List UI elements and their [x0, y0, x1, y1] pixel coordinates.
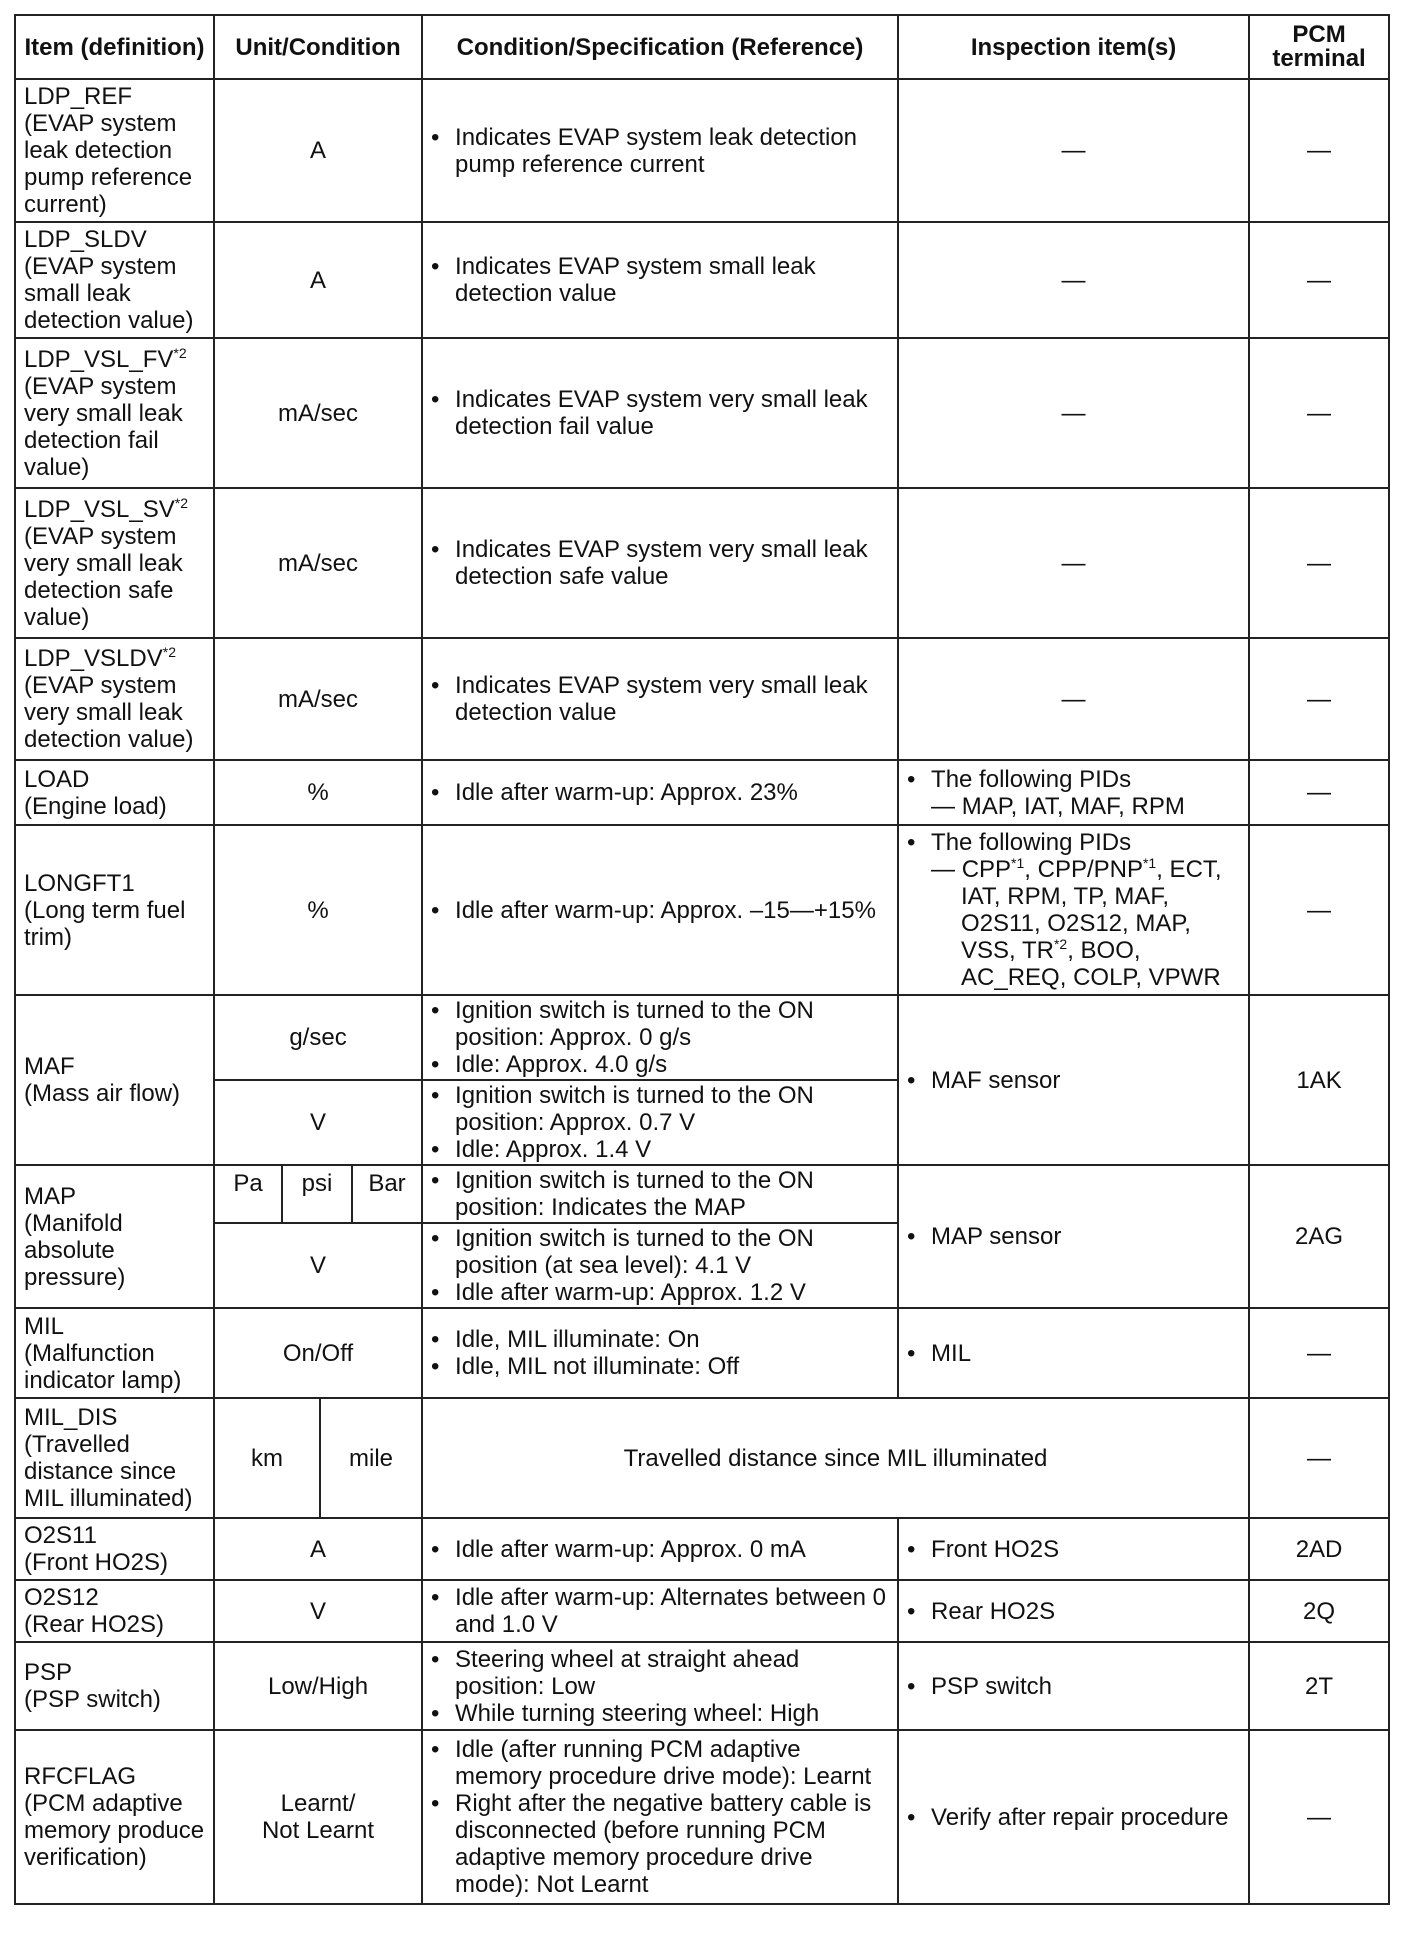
item-description: (EVAP system very small leak detection safe value)	[24, 522, 183, 631]
list-item: • Indicates EVAP system very small leak detection safe value	[455, 536, 891, 590]
pcm-o2s11: 2AD	[1249, 1518, 1389, 1580]
unit-ldp-vsl-sv: mA/sec	[214, 488, 422, 638]
insp-text: , ECT,	[1156, 856, 1222, 883]
item-longft1: LONGFT1 (Long term fuel trim)	[15, 825, 214, 995]
item-load: LOAD (Engine load)	[15, 760, 214, 825]
insp-line: The following PIDs	[931, 765, 1132, 793]
unit-map-pa: Pa	[214, 1165, 282, 1223]
pcm-maf: 1AK	[1249, 995, 1389, 1165]
item-o2s12: O2S12 (Rear HO2S)	[15, 1580, 214, 1642]
footnote-mark: *2	[173, 344, 187, 361]
pcm-ldp-vsl-fv: —	[1249, 338, 1389, 488]
list-item	[931, 766, 1242, 820]
table-row	[15, 825, 1389, 995]
inspection-psp	[898, 1642, 1249, 1730]
insp-line: AC_REQ, COLP, VPWR	[961, 964, 1221, 991]
spec-maf-gsec	[422, 995, 898, 1080]
item-description: (EVAP system very small leak detection value)	[24, 672, 194, 753]
list-item: • Idle after warm-up: Approx. 0 mA	[455, 1536, 891, 1563]
unit-longft1: %	[214, 825, 422, 995]
spec-maf-v	[422, 1080, 898, 1165]
item-ldp-sldv: LDP_SLDV (EVAP system small leak detection value)	[15, 222, 214, 338]
pcm-ldp-vsldv: —	[1249, 638, 1389, 760]
list-item: • Idle, MIL not illuminate: Off	[455, 1353, 891, 1380]
header-unit: Unit/Condition	[214, 15, 422, 79]
item-mil: MIL (Malfunction indicator lamp)	[15, 1308, 214, 1398]
item-mil-dis: MIL_DIS (Travelled distance since MIL illuminated)	[15, 1398, 214, 1518]
header-spec: Condition/Specification (Reference)	[422, 15, 898, 79]
list-item: • Steering wheel at straight ahead position: Low	[455, 1646, 891, 1700]
spec-map-pressure	[422, 1165, 898, 1223]
table-row	[15, 1398, 1389, 1518]
item-psp: PSP (PSP switch)	[15, 1642, 214, 1730]
list-item: • Ignition switch is turned to the ON position (at sea level): 4.1 V	[455, 1225, 891, 1279]
list-item: • Idle after warm-up: Approx. 23%	[455, 779, 891, 806]
unit-rfcflag: Learnt/ Not Learnt	[214, 1730, 422, 1904]
spec-mil	[422, 1308, 898, 1398]
table-row	[15, 638, 1389, 760]
header-pcm-line1: PCM	[1292, 21, 1346, 48]
inspection-ldp-vsl-fv: —	[898, 338, 1249, 488]
unit-load: %	[214, 760, 422, 825]
list-item: • Idle after warm-up: Alternates between 0 and 1.0 V	[455, 1584, 891, 1638]
inspection-rfcflag	[898, 1730, 1249, 1904]
pcm-longft1: —	[1249, 825, 1389, 995]
pid-spec-table	[14, 14, 1390, 1905]
spec-table-page	[14, 14, 1388, 1905]
spec-map-v	[422, 1223, 898, 1308]
insp-text: , CPP/PNP	[1024, 856, 1143, 883]
insp-line: O2S11, O2S12, MAP,	[961, 910, 1191, 937]
inspection-mil	[898, 1308, 1249, 1398]
table-row	[15, 1642, 1389, 1730]
pcm-rfcflag: —	[1249, 1730, 1389, 1904]
unit-mil-dis-km: km	[215, 1399, 321, 1517]
header-pcm	[1249, 15, 1389, 79]
inspection-ldp-vsl-sv: —	[898, 488, 1249, 638]
list-item: • Verify after repair procedure	[931, 1804, 1242, 1831]
unit-o2s12: V	[214, 1580, 422, 1642]
footnote-mark: *1	[1011, 855, 1025, 871]
unit-mil-dis-mile: mile	[349, 1444, 394, 1472]
item-name: LDP_VSL_SV	[24, 495, 175, 523]
spec-psp	[422, 1642, 898, 1730]
unit-ldp-vsldv: mA/sec	[214, 638, 422, 760]
footnote-mark: *2	[1053, 936, 1068, 952]
insp-text: , BOO,	[1067, 937, 1141, 964]
spec-rfcflag	[422, 1730, 898, 1904]
inspection-o2s11	[898, 1518, 1249, 1580]
insp-line: — MAP, IAT, MAF, RPM	[931, 792, 1185, 820]
footnote-mark: *1	[1142, 855, 1157, 871]
header-pcm-line2: terminal	[1272, 45, 1366, 72]
inspection-ldp-ref: —	[898, 79, 1249, 222]
list-item: • Idle (after running PCM adaptive memory procedure drive mode): Learnt	[455, 1736, 891, 1790]
spec-load	[422, 760, 898, 825]
spec-ldp-ref	[422, 79, 898, 222]
item-name: LDP_VSL_FV	[24, 345, 174, 373]
unit-o2s11: A	[214, 1518, 422, 1580]
list-item: • Idle, MIL illuminate: On	[455, 1326, 891, 1353]
spec-ldp-vsl-sv	[422, 488, 898, 638]
item-ldp-vsl-sv	[15, 488, 214, 638]
header-inspection: Inspection item(s)	[898, 15, 1249, 79]
item-description: (EVAP system very small leak detection fail value)	[24, 372, 183, 481]
inspection-longft1	[898, 825, 1249, 995]
spec-o2s12	[422, 1580, 898, 1642]
list-item: • Idle after warm-up: Approx. 1.2 V	[455, 1279, 891, 1306]
inspection-load	[898, 760, 1249, 825]
header-row	[15, 15, 1389, 79]
list-item: • While turning steering wheel: High	[455, 1700, 891, 1727]
unit-mil-dis	[214, 1398, 422, 1518]
spec-ldp-vsl-fv	[422, 338, 898, 488]
table-row	[15, 222, 1389, 338]
insp-line: IAT, RPM, TP, MAF,	[961, 883, 1170, 910]
item-o2s11: O2S11 (Front HO2S)	[15, 1518, 214, 1580]
unit-ldp-vsl-fv: mA/sec	[214, 338, 422, 488]
pcm-psp: 2T	[1249, 1642, 1389, 1730]
spec-mil-dis: Travelled distance since MIL illuminated	[422, 1398, 1249, 1518]
table-row	[15, 488, 1389, 638]
list-item: • Rear HO2S	[931, 1598, 1242, 1625]
unit-map-psi: psi	[282, 1165, 352, 1223]
table-row	[15, 1518, 1389, 1580]
pcm-mil: —	[1249, 1308, 1389, 1398]
inspection-maf	[898, 995, 1249, 1165]
footnote-mark: *2	[174, 494, 188, 511]
list-item: • MAP sensor	[931, 1223, 1242, 1250]
table-row	[15, 79, 1389, 222]
pcm-ldp-vsl-sv: —	[1249, 488, 1389, 638]
header-item: Item (definition)	[15, 15, 214, 79]
item-map: MAP (Manifold absolute pressure)	[15, 1165, 214, 1308]
list-item: • Ignition switch is turned to the ON position: Approx. 0 g/s	[455, 997, 891, 1051]
list-item: • Idle: Approx. 4.0 g/s	[455, 1051, 891, 1078]
pcm-load: —	[1249, 760, 1389, 825]
spec-longft1	[422, 825, 898, 995]
item-rfcflag: RFCFLAG (PCM adaptive memory produce verification)	[15, 1730, 214, 1904]
inspection-ldp-vsldv: —	[898, 638, 1249, 760]
list-item: • Ignition switch is turned to the ON position: Approx. 0.7 V	[455, 1082, 891, 1136]
table-row	[15, 1308, 1389, 1398]
inspection-ldp-sldv: —	[898, 222, 1249, 338]
list-item: • MIL	[931, 1340, 1242, 1367]
unit-map-bar: Bar	[352, 1165, 422, 1223]
item-maf: MAF (Mass air flow)	[15, 995, 214, 1165]
item-ldp-ref: LDP_REF (EVAP system leak detection pump reference current)	[15, 79, 214, 222]
table-row	[15, 1730, 1389, 1904]
list-item: • Ignition switch is turned to the ON position: Indicates the MAP	[455, 1167, 891, 1221]
list-item: • Front HO2S	[931, 1536, 1242, 1563]
unit-mil: On/Off	[214, 1308, 422, 1398]
item-ldp-vsldv	[15, 638, 214, 760]
spec-o2s11	[422, 1518, 898, 1580]
list-item: • Idle: Approx. 1.4 V	[455, 1136, 891, 1163]
table-row	[15, 760, 1389, 825]
list-item: • Indicates EVAP system small leak detection value	[455, 253, 891, 307]
spec-ldp-sldv	[422, 222, 898, 338]
list-item: • Indicates EVAP system leak detection pump reference current	[455, 124, 891, 178]
inspection-map	[898, 1165, 1249, 1308]
list-item: • MAF sensor	[931, 1067, 1242, 1094]
item-name: LDP_VSLDV	[24, 645, 163, 672]
unit-maf-v: V	[214, 1080, 422, 1165]
pcm-mil-dis: —	[1249, 1398, 1389, 1518]
pcm-map: 2AG	[1249, 1165, 1389, 1308]
insp-text: VSS, TR	[961, 937, 1054, 964]
list-item: • Idle after warm-up: Approx. –15—+15%	[455, 897, 891, 924]
insp-line: The following PIDs	[931, 829, 1132, 856]
insp-text: — CPP	[931, 856, 1012, 883]
table-row	[15, 995, 1389, 1080]
footnote-mark: *2	[162, 644, 176, 660]
list-item: • PSP switch	[931, 1673, 1242, 1700]
unit-ldp-sldv: A	[214, 222, 422, 338]
table-row	[15, 1580, 1389, 1642]
spec-ldp-vsldv	[422, 638, 898, 760]
list-item	[931, 829, 1242, 991]
unit-ldp-ref: A	[214, 79, 422, 222]
inspection-o2s12	[898, 1580, 1249, 1642]
unit-map-v: V	[214, 1223, 422, 1308]
item-ldp-vsl-fv	[15, 338, 214, 488]
list-item: • Indicates EVAP system very small leak detection value	[455, 672, 891, 726]
table-row	[15, 338, 1389, 488]
list-item: • Right after the negative battery cable is disconnected (before running PCM adaptive memory procedure drive mode): Not Learnt	[455, 1790, 891, 1898]
pcm-o2s12: 2Q	[1249, 1580, 1389, 1642]
pcm-ldp-sldv: —	[1249, 222, 1389, 338]
pcm-ldp-ref: —	[1249, 79, 1389, 222]
table-row	[15, 1165, 1389, 1223]
list-item: • Indicates EVAP system very small leak detection fail value	[455, 386, 891, 440]
unit-maf-gsec: g/sec	[214, 995, 422, 1080]
unit-psp: Low/High	[214, 1642, 422, 1730]
